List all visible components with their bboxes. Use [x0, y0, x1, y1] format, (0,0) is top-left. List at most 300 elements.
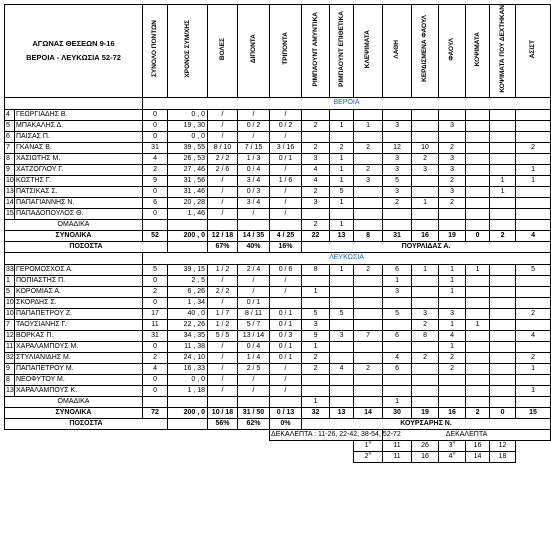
- stat-cell: [208, 396, 238, 407]
- decades-end-spacer: [516, 451, 551, 462]
- stat-cell: 3: [330, 330, 354, 341]
- stat-cell: 4: [439, 330, 466, 341]
- stat-cell: 1: [383, 396, 412, 407]
- stat-cell: [466, 219, 490, 230]
- stat-cell: [466, 286, 490, 297]
- col-header: ΡΙΜΠΑΟΥΝΤ ΑΜΥΝΤΙΚΑ: [302, 5, 330, 98]
- player-name: ΓΕΡΟΜΟΣΧΟΣ Α.: [15, 264, 143, 275]
- stat-cell: 0 / 1: [270, 352, 302, 363]
- player-number: 10: [5, 308, 15, 319]
- stat-cell: [143, 396, 168, 407]
- player-row: [5, 208, 551, 219]
- stat-cell: 1: [330, 120, 354, 131]
- stat-cell: /: [270, 186, 302, 197]
- team-stats-row: [5, 219, 551, 230]
- player-name: ΠΑΠΑΠΕΤΡΟΥ Ζ.: [15, 308, 143, 319]
- percent-row: [5, 418, 551, 429]
- stat-cell: [302, 385, 330, 396]
- stat-cell: [516, 109, 551, 120]
- player-name: ΜΠΑΚΑΛΗΣ Δ.: [15, 120, 143, 131]
- stat-cell: [490, 197, 516, 208]
- stat-cell: [354, 197, 383, 208]
- stat-cell: 2: [330, 142, 354, 153]
- player-number: 9: [5, 164, 15, 175]
- totals-label: ΣΥΝΟΛΙΚΑ: [5, 407, 143, 418]
- stat-cell: 5: [383, 175, 412, 186]
- stat-cell: [354, 219, 383, 230]
- stat-cell: 3: [302, 319, 330, 330]
- player-name: ΠΑΠΑΠΕΤΡΟΥ Μ.: [15, 363, 143, 374]
- stat-cell: [302, 297, 330, 308]
- stat-cell: 7: [354, 330, 383, 341]
- quarter-score-b: 18: [490, 451, 516, 462]
- player-name: ΠΑΤΣΙΚΑΣ Σ.: [15, 186, 143, 197]
- player-number: 10: [5, 297, 15, 308]
- stat-cell: [354, 319, 383, 330]
- total-cell: 14 / 35: [238, 230, 270, 241]
- stat-cell: 40 , 0: [168, 308, 208, 319]
- total-cell: 4: [516, 230, 551, 241]
- stat-cell: [383, 297, 412, 308]
- percent-label: ΠΟΣΟΣΤΑ: [5, 241, 168, 252]
- col-header: ΡΙΜΠΑΟΥΝΤ ΕΠΙΘΕΤΙΚΑ: [330, 5, 354, 98]
- stat-cell: [412, 131, 439, 142]
- player-name: ΤΑΟΥΣΙΑΝΗΣ Γ.: [15, 319, 143, 330]
- stat-cell: [490, 374, 516, 385]
- percent-cell: 67%: [208, 241, 238, 252]
- player-row: [5, 109, 551, 120]
- stat-cell: 1: [439, 286, 466, 297]
- col-header: ΑΣΙΣΤ: [516, 5, 551, 98]
- game-title: [5, 37, 142, 65]
- stat-cell: [354, 396, 383, 407]
- player-row: [5, 142, 551, 153]
- stat-cell: [466, 186, 490, 197]
- stat-cell: 1: [439, 264, 466, 275]
- stat-cell: [439, 208, 466, 219]
- stat-cell: [270, 396, 302, 407]
- stat-cell: 2: [516, 142, 551, 153]
- stat-cell: [490, 352, 516, 363]
- game-title-cell: [5, 5, 143, 98]
- stat-cell: [412, 120, 439, 131]
- total-cell: 30: [383, 407, 412, 418]
- stat-cell: 2 / 6: [208, 164, 238, 175]
- stat-cell: 1: [490, 186, 516, 197]
- stat-cell: /: [238, 109, 270, 120]
- stat-cell: 0: [143, 341, 168, 352]
- stat-cell: 1 / 2: [208, 264, 238, 275]
- stat-cell: [302, 109, 330, 120]
- player-number: 33: [5, 264, 15, 275]
- player-name: ΧΑΤΖΟΓΛΟΥ Γ.: [15, 164, 143, 175]
- stat-cell: /: [208, 385, 238, 396]
- stat-cell: 22 , 26: [168, 319, 208, 330]
- col-header: ΚΕΡΔΙΣΜΕΝΑ ΦΑΟΥΛ: [412, 5, 439, 98]
- stat-cell: 5: [302, 308, 330, 319]
- stat-cell: 1: [466, 319, 490, 330]
- player-number: 6: [5, 131, 15, 142]
- stat-cell: [383, 109, 412, 120]
- player-number: 14: [5, 197, 15, 208]
- stat-cell: 4: [143, 153, 168, 164]
- stat-cell: 0: [143, 131, 168, 142]
- stat-cell: [354, 297, 383, 308]
- stat-cell: 1 , 18: [168, 385, 208, 396]
- stat-cell: [330, 208, 354, 219]
- stat-cell: 1: [466, 264, 490, 275]
- stat-cell: /: [238, 286, 270, 297]
- stat-cell: 0: [143, 208, 168, 219]
- decades-scores: ΔΕΚΑΛΕΠΤΑ : 11-26, 22-42, 38-54, 52-72: [270, 429, 383, 440]
- stat-cell: 0 , 0: [168, 374, 208, 385]
- player-row: [5, 286, 551, 297]
- stat-cell: [490, 286, 516, 297]
- player-number: 5: [5, 286, 15, 297]
- stat-cell: 19 , 30: [168, 120, 208, 131]
- totals-label: ΣΥΝΟΛΙΚΑ: [5, 230, 143, 241]
- player-name: ΠΑΠΑΔΟΠΟΥΛΟΣ Θ.: [15, 208, 143, 219]
- player-number: 12: [5, 330, 15, 341]
- total-cell: 4 / 25: [270, 230, 302, 241]
- player-number: 8: [5, 153, 15, 164]
- stat-cell: 26 , 53: [168, 153, 208, 164]
- stat-cell: 3 / 4: [238, 197, 270, 208]
- stat-cell: [439, 374, 466, 385]
- stat-cell: [439, 297, 466, 308]
- stat-cell: 1 / 2: [208, 319, 238, 330]
- stat-cell: [490, 153, 516, 164]
- decades-row: [5, 440, 551, 451]
- percent-cell: 56%: [208, 418, 238, 429]
- player-row: [5, 352, 551, 363]
- player-row: [5, 153, 551, 164]
- stat-cell: 0: [143, 120, 168, 131]
- percent-cell: 0%: [270, 418, 302, 429]
- player-number: 13: [5, 186, 15, 197]
- player-name: ΧΑΡΑΛΑΜΠΟΥΣ Κ.: [15, 385, 143, 396]
- stat-cell: [490, 275, 516, 286]
- player-name: ΓΚΑΝΑΣ Β.: [15, 142, 143, 153]
- stat-cell: 7 / 15: [238, 142, 270, 153]
- stat-cell: 13 / 14: [238, 330, 270, 341]
- total-cell: 19: [412, 407, 439, 418]
- team-heading-spacer: [5, 97, 143, 109]
- referee-name: ΠΟΥΡΛΙΔΑΣ Α.: [302, 241, 551, 252]
- stat-cell: [490, 363, 516, 374]
- stat-cell: 0 / 3: [270, 330, 302, 341]
- stat-cell: 2: [302, 352, 330, 363]
- player-number: 13: [5, 385, 15, 396]
- stat-cell: 3 / 4: [238, 175, 270, 186]
- stat-cell: [383, 319, 412, 330]
- player-row: [5, 330, 551, 341]
- percent-row: [5, 241, 551, 252]
- player-name: ΣΤΥΛΙΑΝΙΔΗΣ Μ.: [15, 352, 143, 363]
- stat-cell: 0: [143, 297, 168, 308]
- stat-cell: [354, 186, 383, 197]
- stat-cell: /: [208, 208, 238, 219]
- stat-cell: [516, 186, 551, 197]
- decades-row: [5, 451, 551, 462]
- stat-cell: 2: [354, 363, 383, 374]
- stat-cell: 5: [516, 264, 551, 275]
- stat-cell: [354, 275, 383, 286]
- stat-cell: 1 / 7: [208, 308, 238, 319]
- stat-cell: [302, 208, 330, 219]
- stat-cell: [439, 396, 466, 407]
- stat-cell: 24 , 10: [168, 352, 208, 363]
- stat-cell: [412, 341, 439, 352]
- total-cell: 200 , 0: [168, 230, 208, 241]
- stat-cell: 11 , 38: [168, 341, 208, 352]
- player-name: ΧΑΡΑΛΑΜΠΟΥΣ Μ.: [15, 341, 143, 352]
- stat-cell: 1: [354, 120, 383, 131]
- quarter-label: [439, 451, 466, 462]
- stat-cell: /: [270, 275, 302, 286]
- stat-cell: 1: [439, 275, 466, 286]
- total-cell: 72: [143, 407, 168, 418]
- stat-cell: /: [270, 197, 302, 208]
- player-row: [5, 319, 551, 330]
- stat-cell: 2: [143, 286, 168, 297]
- stat-cell: 2: [143, 352, 168, 363]
- stat-cell: [238, 219, 270, 230]
- stat-cell: 2: [354, 164, 383, 175]
- total-cell: 0: [490, 407, 516, 418]
- col-header: ΣΥΝΟΛΟ ΠΟΝΤΩΝ: [143, 5, 168, 98]
- stat-cell: 1: [516, 385, 551, 396]
- stat-cell: [412, 396, 439, 407]
- stat-cell: [412, 374, 439, 385]
- game-line-2: ΒΕΡΟΙΑ - ΛΕΥΚΩΣΙΑ 52-72: [26, 52, 121, 62]
- stat-cell: 31: [143, 330, 168, 341]
- percent-cell: 16%: [270, 241, 302, 252]
- stat-cell: 2: [354, 264, 383, 275]
- player-number: 4: [5, 109, 15, 120]
- stat-cell: 2: [412, 319, 439, 330]
- stat-cell: 3: [383, 286, 412, 297]
- stat-cell: 16 , 33: [168, 363, 208, 374]
- stat-cell: [439, 219, 466, 230]
- percent-cell: 40%: [238, 241, 270, 252]
- stat-cell: 5: [383, 308, 412, 319]
- stat-cell: [466, 363, 490, 374]
- stat-cell: 3: [439, 308, 466, 319]
- stat-cell: [354, 385, 383, 396]
- stat-cell: 0: [143, 385, 168, 396]
- total-cell: 0: [466, 230, 490, 241]
- player-name: ΠΟΠΙΑΣΤΗΣ Π.: [15, 275, 143, 286]
- stat-cell: [490, 341, 516, 352]
- stat-cell: 5 / 7: [238, 319, 270, 330]
- stat-cell: 0 / 1: [238, 297, 270, 308]
- stat-cell: [466, 131, 490, 142]
- stat-cell: [466, 208, 490, 219]
- team-heading-row: [5, 97, 551, 109]
- stat-cell: [466, 297, 490, 308]
- stat-cell: [330, 297, 354, 308]
- stat-cell: /: [238, 208, 270, 219]
- stat-cell: 0 , 0: [168, 109, 208, 120]
- stat-cell: 31 , 46: [168, 186, 208, 197]
- stat-cell: [270, 219, 302, 230]
- stat-cell: [516, 396, 551, 407]
- stat-cell: 1: [412, 264, 439, 275]
- player-row: [5, 175, 551, 186]
- stat-cell: 0 / 4: [238, 164, 270, 175]
- stat-cell: [302, 131, 330, 142]
- decades-end-spacer: [516, 440, 551, 451]
- stat-cell: 1: [516, 164, 551, 175]
- stat-cell: 2: [383, 197, 412, 208]
- stat-cell: /: [270, 164, 302, 175]
- stat-cell: 2: [302, 120, 330, 131]
- stat-cell: /: [270, 374, 302, 385]
- stat-cell: [412, 297, 439, 308]
- player-name: ΒΟΡΚΑΣ Π.: [15, 330, 143, 341]
- stat-cell: [466, 109, 490, 120]
- stat-cell: [466, 175, 490, 186]
- stat-cell: [466, 330, 490, 341]
- player-number: 9: [5, 363, 15, 374]
- stat-cell: [490, 208, 516, 219]
- stat-cell: /: [208, 374, 238, 385]
- stat-cell: 0 / 1: [270, 319, 302, 330]
- col-header: ΔΙΠΟΝΤΑ: [238, 5, 270, 98]
- stat-cell: [330, 109, 354, 120]
- stat-cell: 1: [412, 197, 439, 208]
- stat-cell: 2: [302, 219, 330, 230]
- stat-cell: [383, 208, 412, 219]
- stat-cell: [302, 275, 330, 286]
- stat-cell: [490, 120, 516, 131]
- stat-cell: [516, 197, 551, 208]
- quarter-suffix: ο: [452, 450, 456, 457]
- stat-cell: 2 / 4: [238, 264, 270, 275]
- stat-cell: /: [208, 109, 238, 120]
- stat-cell: [383, 385, 412, 396]
- stat-cell: 1: [302, 396, 330, 407]
- stat-cell: 3: [439, 153, 466, 164]
- stat-cell: 0 / 4: [238, 341, 270, 352]
- stat-cell: [330, 131, 354, 142]
- percent-label: ΠΟΣΟΣΤΑ: [5, 418, 168, 429]
- col-header: ΧΡΟΝΟΣ ΣΥΜ/ΧΗΣ: [168, 5, 208, 98]
- stat-cell: 4: [516, 330, 551, 341]
- stat-cell: [354, 131, 383, 142]
- game-line-1: ΑΓΩΝΑΣ ΘΕΣΕΩΝ 9-16: [32, 38, 115, 48]
- stat-cell: 2 / 5: [238, 363, 270, 374]
- col-header: ΚΛΕΨΙΜΑΤΑ: [354, 5, 383, 98]
- stat-cell: 8 / 11: [238, 308, 270, 319]
- total-cell: 0 / 13: [270, 407, 302, 418]
- total-cell: 16: [439, 407, 466, 418]
- col-header: ΛΑΘΗ: [383, 5, 412, 98]
- stat-cell: 2 / 2: [208, 153, 238, 164]
- decades-spacer: [5, 451, 354, 462]
- stat-cell: 2: [439, 197, 466, 208]
- stat-cell: /: [208, 131, 238, 142]
- stat-cell: 6: [143, 197, 168, 208]
- stat-cell: 1 / 4: [238, 352, 270, 363]
- boxscore-sheet: [4, 4, 537, 530]
- stat-cell: [516, 286, 551, 297]
- stat-cell: 1 , 46: [168, 208, 208, 219]
- stat-cell: 5 / 5: [208, 330, 238, 341]
- stat-cell: /: [270, 363, 302, 374]
- stat-cell: [330, 374, 354, 385]
- stat-cell: 2: [302, 142, 330, 153]
- stat-cell: 8 / 10: [208, 142, 238, 153]
- stat-cell: 11: [143, 319, 168, 330]
- stat-cell: /: [208, 363, 238, 374]
- stat-cell: 9: [143, 175, 168, 186]
- team-stats-label: ΟΜΑΔΙΚΑ: [5, 396, 143, 407]
- stat-cell: 1: [302, 286, 330, 297]
- stat-cell: 2: [412, 352, 439, 363]
- stat-cell: [490, 396, 516, 407]
- col-header: ΦΑΟΥΛ: [439, 5, 466, 98]
- team-stats-label: ΟΜΑΔΙΚΑ: [5, 219, 143, 230]
- stat-cell: 1: [330, 219, 354, 230]
- player-name: ΠΑΙΣΑΣ Π.: [15, 131, 143, 142]
- stat-cell: 4: [330, 363, 354, 374]
- stat-cell: /: [238, 275, 270, 286]
- stat-cell: [466, 275, 490, 286]
- total-cell: 19: [439, 230, 466, 241]
- totals-row: [5, 407, 551, 418]
- player-row: [5, 297, 551, 308]
- stat-cell: [270, 297, 302, 308]
- stat-cell: 3: [302, 153, 330, 164]
- player-row: [5, 264, 551, 275]
- stat-cell: [208, 219, 238, 230]
- stat-cell: 39 , 15: [168, 264, 208, 275]
- stat-cell: 27 , 46: [168, 164, 208, 175]
- totals-row: [5, 230, 551, 241]
- stat-cell: [516, 131, 551, 142]
- player-row: [5, 341, 551, 352]
- stat-cell: 2: [354, 142, 383, 153]
- stat-cell: 1: [330, 197, 354, 208]
- total-cell: 2: [490, 230, 516, 241]
- decades-title: ΔΕΚΑΛΕΠΤΑ: [383, 429, 551, 440]
- stat-cell: 0 / 6: [270, 264, 302, 275]
- player-number: 32: [5, 352, 15, 363]
- stat-cell: 2: [302, 186, 330, 197]
- player-name: ΚΩΣΤΗΣ Γ.: [15, 175, 143, 186]
- stat-cell: 2: [439, 175, 466, 186]
- stat-cell: [383, 374, 412, 385]
- stat-cell: [466, 341, 490, 352]
- stat-cell: 1: [330, 264, 354, 275]
- total-cell: 12 / 18: [208, 230, 238, 241]
- stat-cell: /: [270, 208, 302, 219]
- stat-cell: [354, 286, 383, 297]
- stat-cell: 4: [383, 352, 412, 363]
- player-row: [5, 164, 551, 175]
- quarter-label: [354, 451, 383, 462]
- player-row: [5, 308, 551, 319]
- stat-cell: [439, 131, 466, 142]
- stat-cell: [354, 374, 383, 385]
- stat-cell: [490, 385, 516, 396]
- team-heading-row: [5, 252, 551, 264]
- stat-cell: [412, 286, 439, 297]
- player-row: [5, 275, 551, 286]
- player-name: ΧΑΣΙΩΤΗΣ Μ.: [15, 153, 143, 164]
